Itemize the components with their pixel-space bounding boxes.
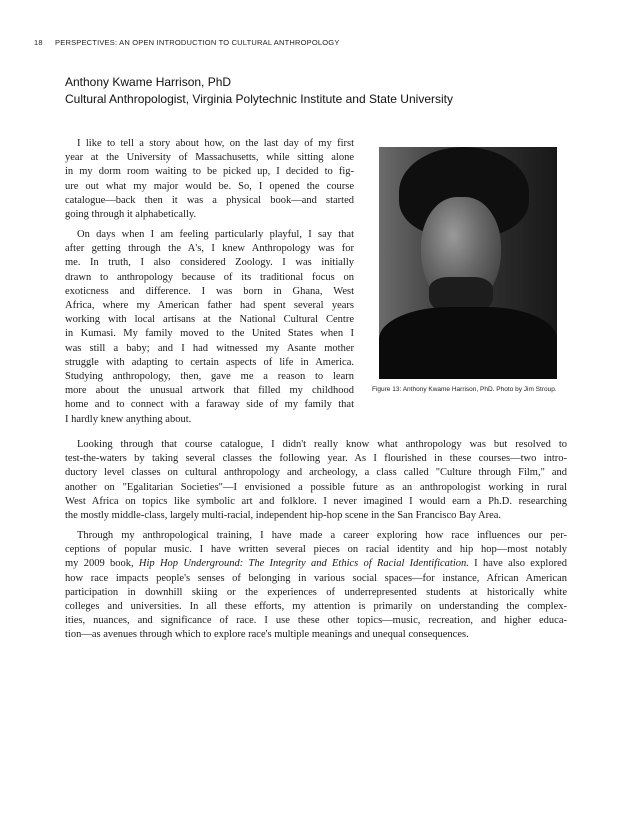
text-line: catalogue—back then it was a physical book—and started — [65, 194, 354, 206]
page-number: 18 — [34, 38, 43, 47]
text-line: in Kumasi. My family moved to the United States when I — [65, 328, 354, 340]
text-line: working with local artisans at the National Cultural Centre — [65, 314, 354, 326]
author-name: Anthony Kwame Harrison, PhD — [65, 75, 232, 89]
running-header — [34, 38, 340, 47]
author-affiliation: Cultural Anthropologist, Virginia Polytechnic Institute and State University — [65, 92, 453, 106]
paragraph-3 — [65, 438, 567, 523]
text-line: I like to tell a story about how, on the last day of my first — [77, 138, 354, 149]
text-line: West Africa on topics like symbolic art and folklore. I never imagined I would earn a Ph.D. researching — [65, 495, 567, 507]
paragraph-2 — [65, 228, 354, 427]
book-title: Hip Hop Underground: The Integrity and Ethics of Racial Identification. — [138, 558, 469, 570]
paragraph-1 — [65, 137, 354, 222]
text-line: Through my anthropological training, I have made a career exploring how race influences our per- — [77, 530, 567, 541]
text-line: participation in downhill skiing or the experiences of underrepresented students at historically white — [65, 586, 567, 598]
text-line: Africa, where my American father had spent several years — [65, 300, 354, 312]
text-line: ductory level classes on cultural anthropology and archeology, a class called "Culture through Film," and — [65, 467, 567, 479]
text-line: after getting through the A's, I knew Anthropology was for — [65, 243, 354, 255]
text-line: struggle with adapting to certain aspects of life in America. — [65, 356, 354, 368]
text-segment: my 2009 book, — [65, 558, 139, 570]
text-line: tion—as avenues through which to explore race's multiple meanings and unequal consequences. — [65, 629, 469, 641]
text-line: exoticness and difference. I was born in Ghana, West — [65, 285, 354, 297]
running-title: PERSPECTIVES: AN OPEN INTRODUCTION TO CULTURAL ANTHROPOLOGY — [55, 38, 340, 47]
text-line: test-the-waters by taking several classes the following year. As I flourished in these courses—two intro- — [65, 453, 567, 465]
text-line-with-book-title — [65, 557, 567, 571]
text-line: colleges and universities. In all these efforts, my attention is primarily on understanding the complex- — [65, 601, 567, 613]
text-line: me. In truth, I also considered Zoology. I was initially — [65, 257, 354, 269]
text-line: I hardly knew anything about. — [65, 413, 192, 425]
figure-caption: Figure 13: Anthony Kwame Harrison, PhD. Photo by Jim Stroup. — [372, 386, 557, 393]
text-line: was still a baby; and I had witnessed my Asante mother — [65, 342, 354, 354]
text-line: ities, nuances, and significance of race. I use these other topics—music, recreation, and higher educa- — [65, 615, 567, 627]
author-photo — [379, 147, 557, 379]
text-line: going through it alphabetically. — [65, 209, 197, 221]
author-block — [65, 74, 453, 108]
text-line: Looking through that course catalogue, I didn't really know what anthropology was but resolved to — [77, 439, 567, 450]
text-line: home and to connect with a faraway side of my family that — [65, 399, 354, 411]
text-line: Studying anthropology, then, gave me a reason to learn — [65, 371, 354, 383]
text-line: ure out what my major would be. So, I opened the course — [65, 180, 354, 192]
text-line: another on "Egalitarian Societies"—I envisioned a possible future as an anthropologist working in rural — [65, 481, 567, 493]
text-line: ceptions of popular music. I have written several pieces on racial identity and hip hop—most notably — [65, 544, 567, 556]
text-line: year at the University of Massachusetts, while sitting alone — [65, 152, 354, 164]
paragraph-4 — [65, 529, 567, 643]
text-line: drawn to anthropology because of its traditional focus on — [65, 271, 354, 283]
text-line: the mostly middle-class, largely multi-racial, independent hip-hop scene in the San Francisco Bay Area. — [65, 510, 502, 522]
text-line: On days when I am feeling particularly playful, I say that — [77, 229, 354, 240]
text-segment: I have also explored — [468, 558, 568, 570]
text-line: in my dorm room waiting to be picked up, I decided to fig- — [65, 166, 354, 178]
text-line: more about the unusual artwork that filled my childhood — [65, 385, 354, 397]
text-line: how race impacts people's senses of belonging in various social spaces—for instance, African American — [65, 572, 567, 584]
